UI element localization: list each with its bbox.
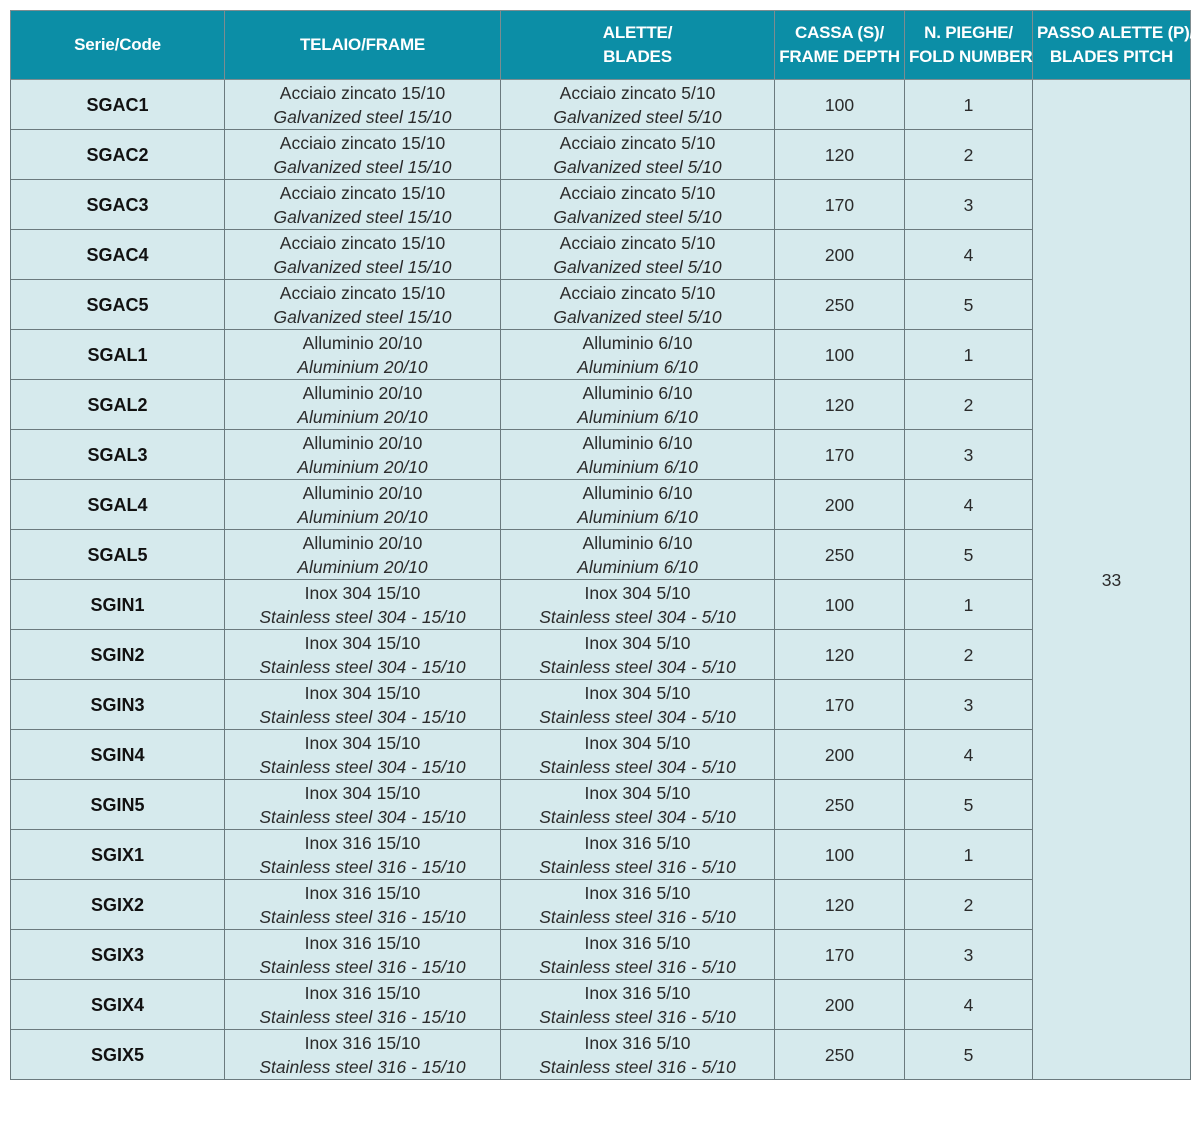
- blades-cell: [501, 1030, 775, 1080]
- table-row: [11, 330, 1191, 380]
- header-blades: [501, 11, 775, 80]
- blades-english: Stainless steel 316 - 5/10: [539, 906, 736, 927]
- table-row: [11, 480, 1191, 530]
- folds-cell: [905, 280, 1033, 330]
- header-pitch: [1033, 11, 1195, 80]
- frame-italian: Acciaio zincato 15/10: [279, 232, 446, 253]
- code-cell: [11, 480, 225, 530]
- frame-english: Stainless steel 316 - 15/10: [259, 856, 466, 877]
- code-text: SGIN2: [90, 644, 145, 665]
- folds-value: 3: [963, 194, 974, 215]
- frame-italian: Alluminio 20/10: [302, 432, 423, 453]
- depth-value: 170: [824, 944, 855, 965]
- frame-cell: [225, 330, 501, 380]
- depth-value: 250: [824, 1044, 855, 1065]
- depth-value: 250: [824, 544, 855, 565]
- table-body: [11, 80, 1191, 1080]
- blades-italian: Acciaio zincato 5/10: [559, 132, 716, 153]
- pitch-cell: [1033, 80, 1191, 1080]
- folds-cell: [905, 1030, 1033, 1080]
- table-row: [11, 930, 1191, 980]
- frame-cell: [225, 730, 501, 780]
- blades-english: Stainless steel 304 - 5/10: [539, 706, 736, 727]
- depth-cell: [775, 630, 905, 680]
- code-cell: [11, 880, 225, 930]
- blades-english: Stainless steel 316 - 5/10: [539, 956, 736, 977]
- blades-italian: Inox 304 5/10: [584, 782, 691, 803]
- frame-english: Stainless steel 304 - 15/10: [259, 756, 466, 777]
- blades-english: Galvanized steel 5/10: [553, 156, 722, 177]
- code-cell: [11, 730, 225, 780]
- depth-cell: [775, 980, 905, 1030]
- frame-english: Stainless steel 304 - 15/10: [259, 606, 466, 627]
- depth-cell: [775, 480, 905, 530]
- folds-cell: [905, 430, 1033, 480]
- depth-value: 120: [824, 144, 855, 165]
- blades-italian: Alluminio 6/10: [582, 532, 693, 553]
- frame-english: Aluminium 20/10: [297, 456, 428, 477]
- code-cell: [11, 830, 225, 880]
- blades-cell: [501, 530, 775, 580]
- table-row: [11, 180, 1191, 230]
- header-depth: [775, 11, 905, 80]
- folds-cell: [905, 880, 1033, 930]
- depth-value: 250: [824, 794, 855, 815]
- table-row: [11, 630, 1191, 680]
- frame-cell: [225, 1030, 501, 1080]
- blades-english: Galvanized steel 5/10: [553, 106, 722, 127]
- folds-cell: [905, 130, 1033, 180]
- code-cell: [11, 930, 225, 980]
- frame-english: Stainless steel 316 - 15/10: [259, 906, 466, 927]
- code-text: SGAL2: [87, 394, 148, 415]
- folds-value: 4: [963, 994, 974, 1015]
- code-text: SGAC1: [86, 94, 149, 115]
- header-folds: [905, 11, 1033, 80]
- folds-cell: [905, 930, 1033, 980]
- table-row: [11, 430, 1191, 480]
- table-row: [11, 530, 1191, 580]
- blades-italian: Inox 316 5/10: [584, 1032, 691, 1053]
- blades-italian: Acciaio zincato 5/10: [559, 232, 716, 253]
- header-row: [11, 11, 1191, 80]
- folds-cell: [905, 630, 1033, 680]
- depth-value: 250: [824, 294, 855, 315]
- header-depth-line-1: CASSA (S)/: [795, 23, 884, 42]
- header-blades-line-2: BLADES: [603, 47, 672, 66]
- frame-cell: [225, 880, 501, 930]
- code-text: SGAC3: [86, 194, 149, 215]
- code-cell: [11, 280, 225, 330]
- depth-cell: [775, 580, 905, 630]
- code-cell: [11, 780, 225, 830]
- depth-cell: [775, 180, 905, 230]
- frame-english: Aluminium 20/10: [297, 506, 428, 527]
- table-row: [11, 880, 1191, 930]
- depth-value: 120: [824, 394, 855, 415]
- blades-english: Galvanized steel 5/10: [553, 206, 722, 227]
- header-frame: [225, 11, 501, 80]
- table-row: [11, 680, 1191, 730]
- depth-cell: [775, 380, 905, 430]
- frame-cell: [225, 530, 501, 580]
- blades-cell: [501, 880, 775, 930]
- frame-english: Stainless steel 316 - 15/10: [259, 1056, 466, 1077]
- frame-italian: Inox 304 15/10: [304, 632, 421, 653]
- folds-value: 3: [963, 944, 974, 965]
- header-pitch-line-1: PASSO ALETTE (P)/: [1037, 23, 1195, 42]
- header-blades-line-1: ALETTE/: [602, 23, 673, 42]
- depth-cell: [775, 280, 905, 330]
- depth-cell: [775, 130, 905, 180]
- folds-cell: [905, 730, 1033, 780]
- frame-cell: [225, 780, 501, 830]
- depth-value: 170: [824, 194, 855, 215]
- frame-english: Stainless steel 316 - 15/10: [259, 956, 466, 977]
- blades-english: Stainless steel 304 - 5/10: [539, 806, 736, 827]
- blades-english: Aluminium 6/10: [577, 406, 698, 427]
- folds-value: 2: [963, 394, 974, 415]
- code-cell: [11, 230, 225, 280]
- frame-italian: Inox 304 15/10: [304, 682, 421, 703]
- blades-cell: [501, 80, 775, 130]
- blades-english: Stainless steel 304 - 5/10: [539, 756, 736, 777]
- depth-value: 170: [824, 444, 855, 465]
- blades-english: Aluminium 6/10: [577, 556, 698, 577]
- depth-value: 100: [824, 594, 855, 615]
- frame-cell: [225, 980, 501, 1030]
- table-row: [11, 380, 1191, 430]
- frame-italian: Acciaio zincato 15/10: [279, 132, 446, 153]
- code-text: SGIX5: [90, 1044, 145, 1065]
- depth-cell: [775, 930, 905, 980]
- blades-italian: Inox 316 5/10: [584, 882, 691, 903]
- folds-value: 1: [963, 94, 974, 115]
- table-row: [11, 230, 1191, 280]
- folds-value: 5: [963, 794, 974, 815]
- blades-italian: Alluminio 6/10: [582, 332, 693, 353]
- folds-cell: [905, 830, 1033, 880]
- blades-italian: Inox 304 5/10: [584, 632, 691, 653]
- folds-value: 4: [963, 744, 974, 765]
- folds-cell: [905, 480, 1033, 530]
- table-row: [11, 280, 1191, 330]
- frame-cell: [225, 680, 501, 730]
- folds-value: 1: [963, 344, 974, 365]
- frame-cell: [225, 480, 501, 530]
- table-row: [11, 980, 1191, 1030]
- table-row: [11, 130, 1191, 180]
- blades-cell: [501, 180, 775, 230]
- blades-english: Stainless steel 316 - 5/10: [539, 1006, 736, 1027]
- table-row: [11, 730, 1191, 780]
- header-folds-line-2: FOLD NUMBER: [909, 47, 1033, 66]
- code-text: SGIN3: [90, 694, 145, 715]
- folds-cell: [905, 180, 1033, 230]
- blades-cell: [501, 230, 775, 280]
- frame-italian: Inox 304 15/10: [304, 582, 421, 603]
- depth-value: 120: [824, 894, 855, 915]
- folds-value: 5: [963, 1044, 974, 1065]
- code-text: SGIX3: [90, 944, 145, 965]
- blades-italian: Alluminio 6/10: [582, 482, 693, 503]
- header-folds-line-1: N. PIEGHE/: [924, 23, 1013, 42]
- frame-cell: [225, 130, 501, 180]
- code-text: SGAL4: [87, 494, 148, 515]
- folds-cell: [905, 230, 1033, 280]
- blades-italian: Inox 304 5/10: [584, 582, 691, 603]
- frame-italian: Inox 304 15/10: [304, 782, 421, 803]
- folds-cell: [905, 780, 1033, 830]
- frame-english: Stainless steel 316 - 15/10: [259, 1006, 466, 1027]
- blades-cell: [501, 430, 775, 480]
- folds-value: 5: [963, 294, 974, 315]
- code-cell: [11, 430, 225, 480]
- code-cell: [11, 530, 225, 580]
- code-cell: [11, 580, 225, 630]
- folds-cell: [905, 580, 1033, 630]
- header-code-line: Serie/Code: [74, 35, 161, 54]
- frame-english: Stainless steel 304 - 15/10: [259, 706, 466, 727]
- frame-cell: [225, 830, 501, 880]
- depth-value: 200: [824, 744, 855, 765]
- blades-italian: Inox 316 5/10: [584, 832, 691, 853]
- code-cell: [11, 680, 225, 730]
- folds-value: 1: [963, 844, 974, 865]
- frame-english: Galvanized steel 15/10: [273, 306, 452, 327]
- code-text: SGAL5: [87, 544, 148, 565]
- blades-italian: Inox 316 5/10: [584, 932, 691, 953]
- depth-value: 170: [824, 694, 855, 715]
- blades-cell: [501, 380, 775, 430]
- blades-cell: [501, 330, 775, 380]
- depth-value: 200: [824, 494, 855, 515]
- blades-english: Stainless steel 316 - 5/10: [539, 1056, 736, 1077]
- table-row: [11, 1030, 1191, 1080]
- blades-italian: Acciaio zincato 5/10: [559, 282, 716, 303]
- blades-cell: [501, 130, 775, 180]
- code-text: SGIN4: [90, 744, 145, 765]
- frame-cell: [225, 580, 501, 630]
- frame-english: Aluminium 20/10: [297, 356, 428, 377]
- code-cell: [11, 380, 225, 430]
- frame-cell: [225, 80, 501, 130]
- frame-italian: Alluminio 20/10: [302, 332, 423, 353]
- table-row: [11, 780, 1191, 830]
- depth-cell: [775, 830, 905, 880]
- depth-cell: [775, 330, 905, 380]
- frame-english: Aluminium 20/10: [297, 406, 428, 427]
- code-text: SGIX4: [90, 994, 145, 1015]
- table-row: [11, 830, 1191, 880]
- depth-cell: [775, 730, 905, 780]
- blades-cell: [501, 630, 775, 680]
- frame-italian: Inox 316 15/10: [304, 882, 421, 903]
- blades-italian: Acciaio zincato 5/10: [559, 82, 716, 103]
- depth-value: 100: [824, 94, 855, 115]
- folds-value: 5: [963, 544, 974, 565]
- code-cell: [11, 130, 225, 180]
- blades-italian: Alluminio 6/10: [582, 432, 693, 453]
- frame-english: Galvanized steel 15/10: [273, 106, 452, 127]
- blades-english: Galvanized steel 5/10: [553, 306, 722, 327]
- code-cell: [11, 980, 225, 1030]
- folds-cell: [905, 80, 1033, 130]
- blades-italian: Alluminio 6/10: [582, 382, 693, 403]
- folds-value: 4: [963, 494, 974, 515]
- folds-value: 2: [963, 894, 974, 915]
- frame-cell: [225, 430, 501, 480]
- depth-cell: [775, 780, 905, 830]
- code-cell: [11, 630, 225, 680]
- frame-cell: [225, 630, 501, 680]
- spec-table-container: [10, 10, 1195, 1080]
- blades-cell: [501, 730, 775, 780]
- depth-cell: [775, 880, 905, 930]
- folds-value: 3: [963, 444, 974, 465]
- depth-value: 100: [824, 344, 855, 365]
- blades-cell: [501, 930, 775, 980]
- blades-cell: [501, 280, 775, 330]
- blades-cell: [501, 480, 775, 530]
- folds-value: 1: [963, 594, 974, 615]
- frame-cell: [225, 930, 501, 980]
- blades-english: Aluminium 6/10: [577, 456, 698, 477]
- blades-italian: Inox 304 5/10: [584, 732, 691, 753]
- header-frame-line: TELAIO/FRAME: [299, 35, 426, 54]
- frame-english: Stainless steel 304 - 15/10: [259, 806, 466, 827]
- frame-italian: Alluminio 20/10: [302, 532, 423, 553]
- blades-cell: [501, 980, 775, 1030]
- blades-cell: [501, 580, 775, 630]
- blades-english: Stainless steel 304 - 5/10: [539, 606, 736, 627]
- header-pitch-line-2: BLADES PITCH: [1049, 47, 1174, 66]
- code-cell: [11, 1030, 225, 1080]
- depth-cell: [775, 530, 905, 580]
- code-text: SGAL1: [87, 344, 148, 365]
- folds-value: 2: [963, 644, 974, 665]
- frame-italian: Acciaio zincato 15/10: [279, 82, 446, 103]
- folds-cell: [905, 680, 1033, 730]
- folds-cell: [905, 980, 1033, 1030]
- frame-italian: Inox 316 15/10: [304, 932, 421, 953]
- frame-italian: Alluminio 20/10: [302, 382, 423, 403]
- spec-table: [10, 10, 1195, 1080]
- depth-cell: [775, 80, 905, 130]
- folds-cell: [905, 330, 1033, 380]
- table-row: [11, 580, 1191, 630]
- depth-cell: [775, 430, 905, 480]
- frame-english: Stainless steel 304 - 15/10: [259, 656, 466, 677]
- folds-value: 4: [963, 244, 974, 265]
- code-text: SGIX2: [90, 894, 145, 915]
- folds-value: 3: [963, 694, 974, 715]
- code-text: SGIN5: [90, 794, 145, 815]
- header-depth-line-2: FRAME DEPTH: [779, 47, 900, 66]
- frame-italian: Acciaio zincato 15/10: [279, 282, 446, 303]
- blades-english: Aluminium 6/10: [577, 506, 698, 527]
- frame-italian: Inox 304 15/10: [304, 732, 421, 753]
- code-cell: [11, 330, 225, 380]
- code-text: SGAC5: [86, 294, 149, 315]
- frame-cell: [225, 280, 501, 330]
- code-text: SGAL3: [87, 444, 148, 465]
- blades-cell: [501, 680, 775, 730]
- depth-value: 200: [824, 994, 855, 1015]
- code-text: SGAC2: [86, 144, 149, 165]
- frame-english: Galvanized steel 15/10: [273, 156, 452, 177]
- frame-italian: Inox 316 15/10: [304, 832, 421, 853]
- frame-cell: [225, 230, 501, 280]
- code-text: SGIX1: [90, 844, 145, 865]
- blades-italian: Acciaio zincato 5/10: [559, 182, 716, 203]
- frame-italian: Inox 316 15/10: [304, 982, 421, 1003]
- folds-value: 2: [963, 144, 974, 165]
- header-code: [11, 11, 225, 80]
- depth-value: 200: [824, 244, 855, 265]
- depth-cell: [775, 1030, 905, 1080]
- blades-cell: [501, 780, 775, 830]
- blades-english: Galvanized steel 5/10: [553, 256, 722, 277]
- depth-cell: [775, 230, 905, 280]
- blades-english: Aluminium 6/10: [577, 356, 698, 377]
- frame-english: Galvanized steel 15/10: [273, 206, 452, 227]
- code-text: SGIN1: [90, 594, 145, 615]
- code-cell: [11, 80, 225, 130]
- depth-value: 100: [824, 844, 855, 865]
- frame-cell: [225, 180, 501, 230]
- table-row: [11, 80, 1191, 130]
- blades-english: Stainless steel 304 - 5/10: [539, 656, 736, 677]
- blades-italian: Inox 316 5/10: [584, 982, 691, 1003]
- blades-english: Stainless steel 316 - 5/10: [539, 856, 736, 877]
- table-header: [11, 11, 1195, 80]
- frame-english: Galvanized steel 15/10: [273, 256, 452, 277]
- pitch-value: 33: [1101, 569, 1122, 590]
- frame-cell: [225, 380, 501, 430]
- frame-italian: Alluminio 20/10: [302, 482, 423, 503]
- code-cell: [11, 180, 225, 230]
- depth-cell: [775, 680, 905, 730]
- depth-value: 120: [824, 644, 855, 665]
- code-text: SGAC4: [86, 244, 149, 265]
- frame-italian: Inox 316 15/10: [304, 1032, 421, 1053]
- frame-english: Aluminium 20/10: [297, 556, 428, 577]
- blades-italian: Inox 304 5/10: [584, 682, 691, 703]
- frame-italian: Acciaio zincato 15/10: [279, 182, 446, 203]
- folds-cell: [905, 380, 1033, 430]
- blades-cell: [501, 830, 775, 880]
- folds-cell: [905, 530, 1033, 580]
